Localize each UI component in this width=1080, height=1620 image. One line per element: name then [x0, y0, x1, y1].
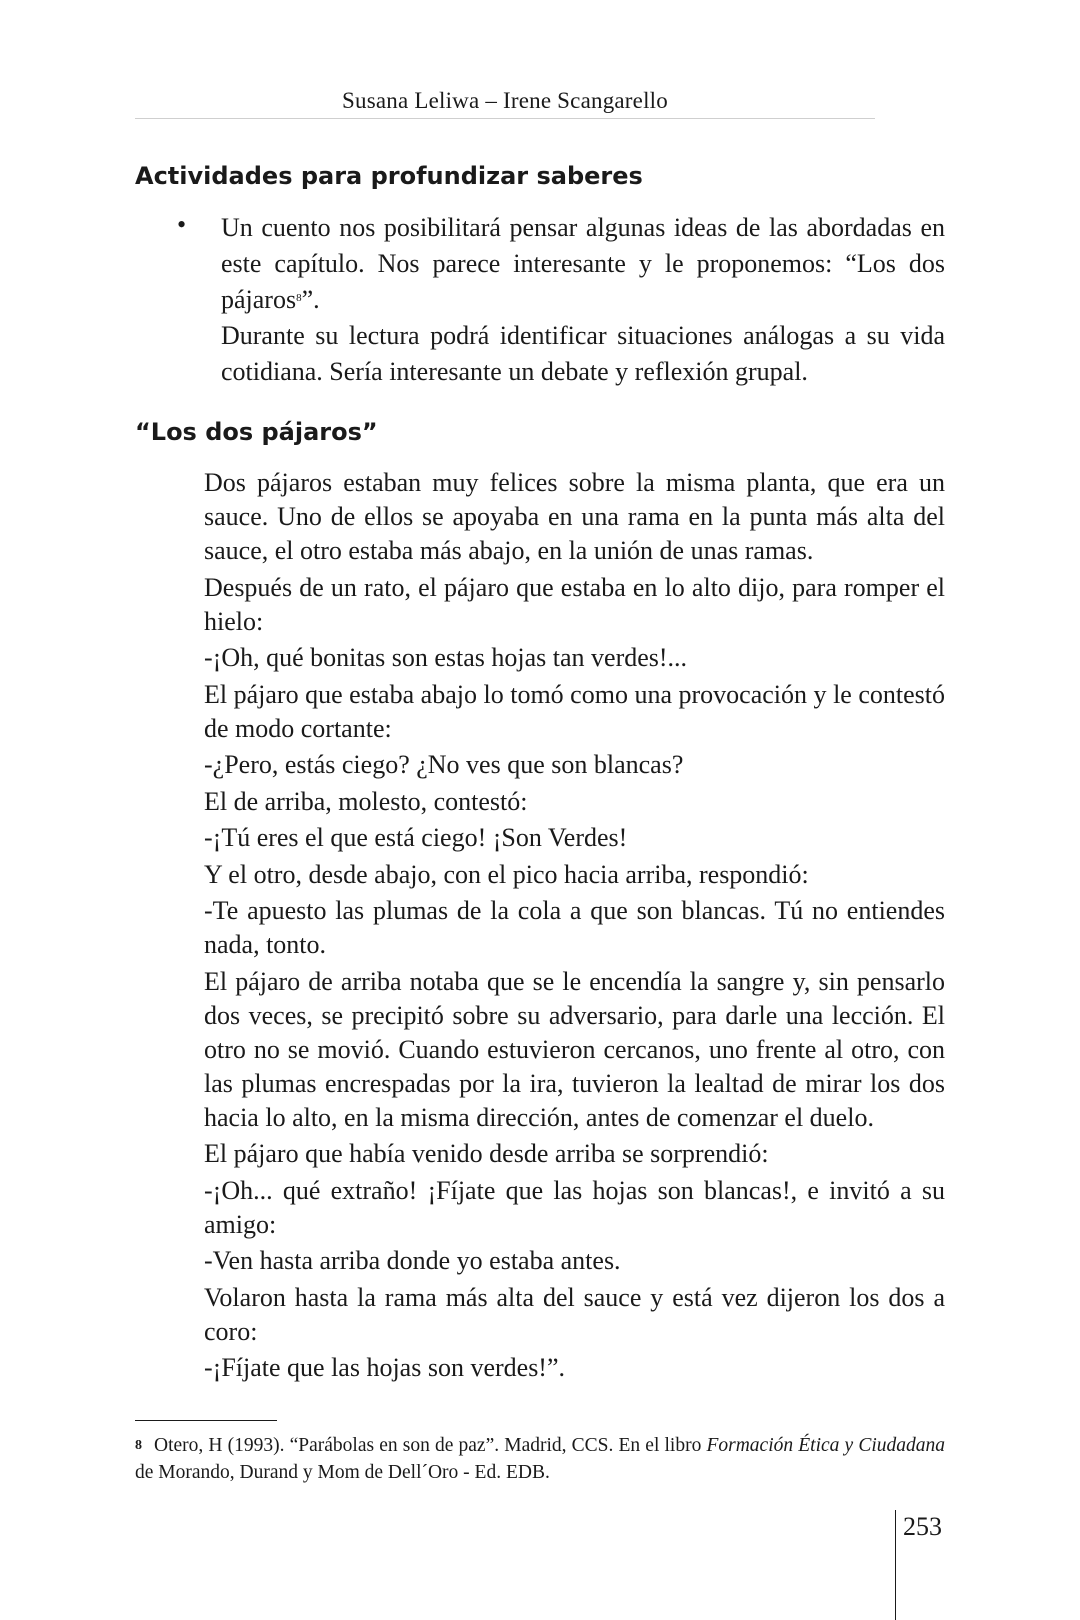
story-paragraph: Y el otro, desde abajo, con el pico hacia arriba, respondió:	[204, 859, 809, 889]
story-paragraph: El pájaro de arriba notaba que se le encendía la sangre y, sin pensarlo dos veces, se precipitó sobre su adversario, para darle una lección. El otro no se movió. Cuando estuvieron cercanos, uno frente al otro, con las plumas encrespadas por la ira, tuvieron la lealtad de mirar los dos hacia lo alto, en la misma dirección, antes de comenzar el duelo.	[204, 966, 945, 1132]
footnote-text-before: Otero, H (1993). “Parábolas en son de paz”. Madrid, CCS. En el libro	[154, 1435, 707, 1456]
footnote	[135, 1432, 945, 1486]
story-paragraph: -Ven hasta arriba donde yo estaba antes.	[204, 1246, 621, 1275]
footnote-number: 8	[135, 1438, 142, 1453]
story-paragraph: Dos pájaros estaban muy felices sobre la misma planta, que era un sauce. Uno de ellos se apoyaba en una rama en la punta más alta del sauce, el otro estaba más abajo, en la unión de unas ramas.	[204, 468, 945, 565]
running-header: Susana Leliwa – Irene Scangarello	[342, 88, 668, 113]
footnote-book-title: Formación Ética y Ciudadana	[706, 1435, 946, 1456]
footnote-divider	[135, 1420, 277, 1421]
bullet-marker: •	[177, 210, 187, 239]
story-body	[204, 466, 945, 1388]
story-paragraph: -¿Pero, estás ciego? ¿No ves que son blancas?	[204, 750, 684, 779]
story-paragraph: -¡Oh, qué bonitas son estas hojas tan verdes!...	[204, 643, 688, 672]
footnote-reference[interactable]: 8	[296, 292, 302, 304]
story-paragraph: Después de un rato, el pájaro que estaba en lo alto dijo, para romper el hielo:	[204, 572, 945, 636]
story-paragraph: -¡Tú eres el que está ciego! ¡Son Verdes!	[204, 823, 628, 852]
story-title: “Los dos pájaros”	[135, 418, 378, 446]
page-number: 253	[903, 1512, 942, 1541]
story-paragraph: El de arriba, molesto, contestó:	[204, 786, 528, 816]
bullet-paragraph-2: Durante su lectura podrá identificar situaciones análogas a su vida cotidiana. Sería interesante un debate y reflexión grupal.	[221, 321, 945, 386]
section-heading: Actividades para profundizar saberes	[135, 162, 643, 190]
header-divider	[135, 118, 875, 119]
story-paragraph: -Te apuesto las plumas de la cola a que son blancas. Tú no entiendes nada, tonto.	[204, 896, 945, 959]
story-paragraph: -¡Oh... qué extraño! ¡Fíjate que las hojas son blancas!, e invitó a su amigo:	[204, 1175, 945, 1239]
bullet-paragraph-1	[221, 210, 945, 318]
story-paragraph: Volaron hasta la rama más alta del sauce y está vez dijeron los dos a coro:	[204, 1282, 945, 1346]
story-paragraph: El pájaro que estaba abajo lo tomó como una provocación y le contestó de modo cortante:	[204, 679, 945, 743]
story-paragraph: -¡Fíjate que las hojas son verdes!”.	[204, 1353, 566, 1382]
story-paragraph: El pájaro que había venido desde arriba se sorprendió:	[204, 1139, 769, 1168]
bullet-paragraph-1-end: ”.	[301, 285, 320, 314]
bullet-text	[221, 210, 945, 390]
bullet-paragraph-1-text: Un cuento nos posibilitará pensar algunas ideas de las abordadas en este capítulo. Nos parece interesante y le proponemos: “Los dos pájaros	[221, 213, 945, 314]
page-number-rule	[895, 1510, 896, 1620]
footnote-text-after: de Morando, Durand y Mom de Dell´Oro - Ed. EDB.	[135, 1462, 550, 1483]
